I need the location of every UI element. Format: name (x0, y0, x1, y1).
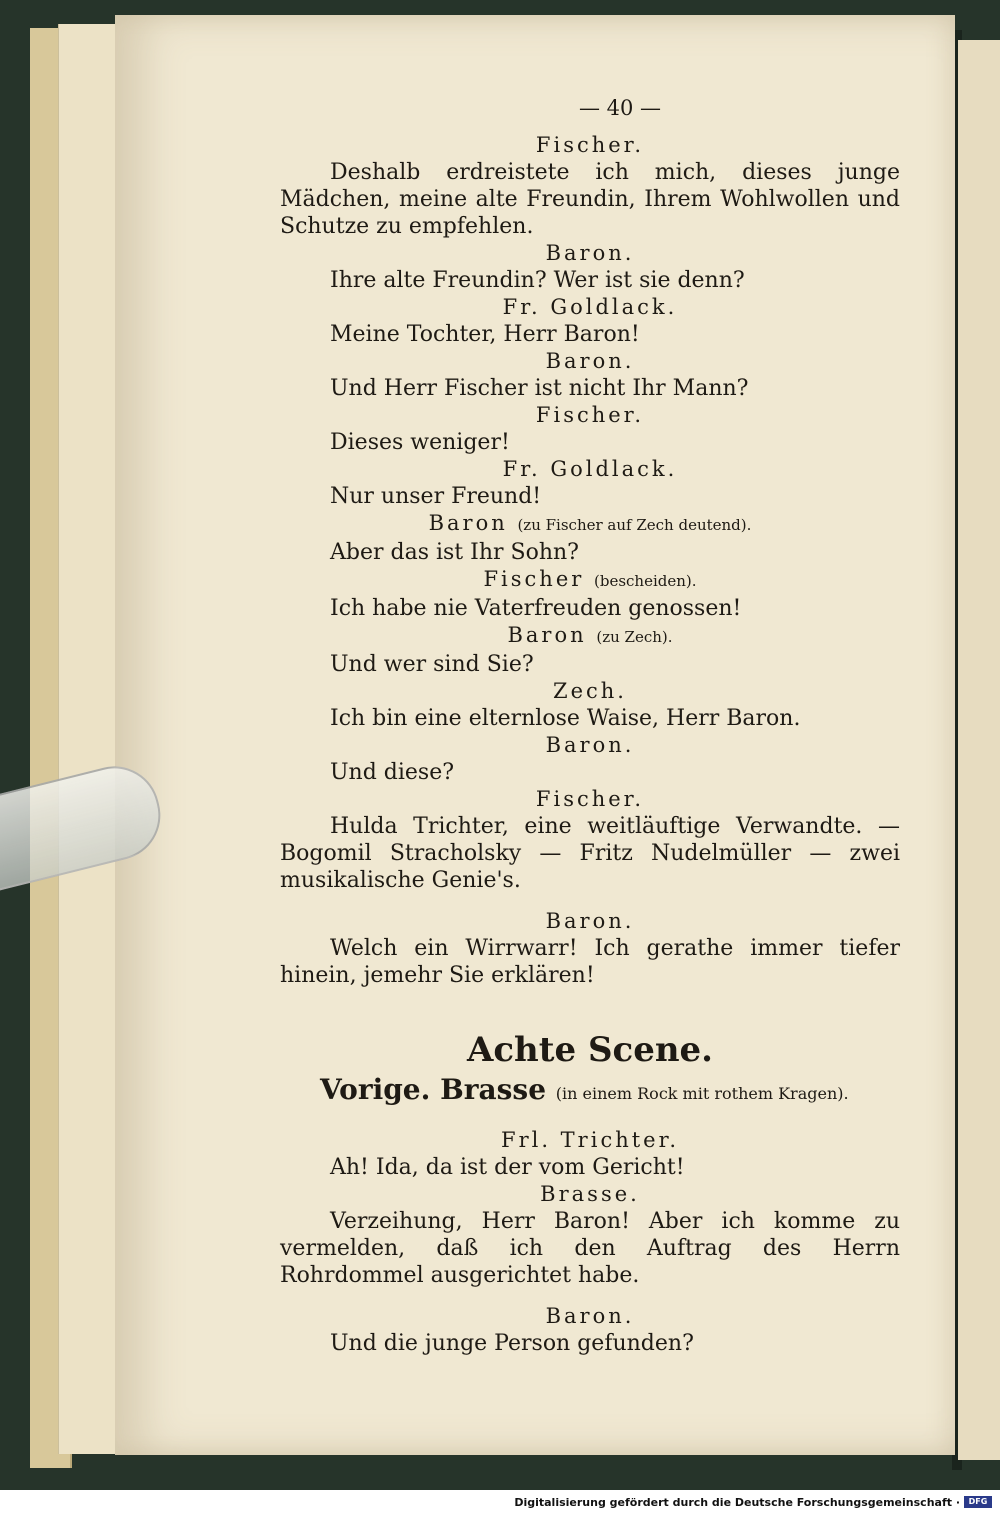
dialogue-text: Deshalb erdreistete ich mich, dieses junge Mädchen, meine alte Freundin, Ihrem Wohlwollen und Schutze zu empfehlen. (280, 160, 900, 239)
dialogue-text: Und wer sind Sie? (330, 652, 534, 677)
dialogue-text: Aber das ist Ihr Sohn? (330, 540, 579, 565)
dialogue-text: Hulda Trichter, eine weitläuftige Verwandte. — Bogomil Stracholsky — Fritz Nudelmüller — zwei musikalische Genie's. (280, 814, 900, 893)
speaker-name: Fischer. (535, 403, 645, 427)
dialogue-text: Und Herr Fischer ist nicht Ihr Mann? (330, 376, 749, 401)
dialogue-text: Ich habe nie Vaterfreuden genossen! (330, 596, 742, 621)
dialogue-text: Verzeihung, Herr Baron! Aber ich komme zu vermelden, daß ich den Auftrag des Herrn Rohrdommel ausgerichtet habe. (280, 1209, 900, 1288)
scene-characters (280, 1073, 900, 1107)
stage-direction: (in einem Rock mit rothem Kragen). (555, 1084, 849, 1103)
dialogue-text: Nur unser Freund! (330, 484, 542, 509)
speaker-name: Baron (428, 511, 508, 535)
dialogue-text: Meine Tochter, Herr Baron! (330, 322, 640, 347)
dialogue-text: Ihre alte Freundin? Wer ist sie denn? (330, 268, 745, 293)
speaker-name: Fischer. (535, 787, 645, 811)
dialogue-text: Welch ein Wirrwarr! Ich gerathe immer tiefer hinein, jemehr Sie erklären! (280, 936, 900, 988)
speaker-name: Baron. (545, 733, 635, 757)
speaker-name: Baron. (545, 349, 635, 373)
digitization-footer (0, 1490, 1000, 1516)
footer-credit: Digitalisierung gefördert durch die Deutsche Forschungsgemeinschaft · (514, 1496, 960, 1509)
speaker-name: Fr. Goldlack. (502, 457, 678, 481)
speaker-name: Zech. (553, 679, 627, 703)
stage-direction: (zu Fischer auf Zech deutend). (517, 516, 752, 534)
dialogue-text: Ich bin eine elternlose Waise, Herr Baron. (330, 706, 801, 731)
speaker-line (280, 622, 900, 651)
stage-direction: (bescheiden). (593, 572, 697, 590)
facing-page-edge (958, 40, 1000, 1460)
speaker-name: Baron. (545, 241, 635, 265)
speaker-name: Baron. (545, 909, 635, 933)
page-content (280, 95, 900, 1357)
stage-direction: (zu Zech). (596, 628, 673, 646)
page-number: — 40 — (578, 96, 662, 120)
page-stack (58, 24, 119, 1454)
speaker-line (280, 566, 900, 595)
speaker-name: Fischer (483, 567, 585, 591)
speaker-name: Frl. Trichter. (501, 1128, 679, 1152)
speaker-name: Baron (507, 623, 587, 647)
dialogue-text: Ah! Ida, da ist der vom Gericht! (330, 1155, 685, 1180)
character-names: Vorige. Brasse (320, 1073, 547, 1106)
speaker-line (280, 510, 900, 539)
dfg-logo: DFG (964, 1496, 992, 1508)
scene-title: Achte Scene. (466, 1030, 714, 1070)
speaker-name: Brasse. (540, 1182, 640, 1206)
speaker-name: Baron. (545, 1304, 635, 1328)
speaker-name: Fischer. (535, 133, 645, 157)
dialogue-text: Dieses weniger! (330, 430, 510, 455)
dialogue-text: Und diese? (330, 760, 455, 785)
speaker-name: Fr. Goldlack. (502, 295, 678, 319)
dialogue-text: Und die junge Person gefunden? (330, 1331, 694, 1356)
